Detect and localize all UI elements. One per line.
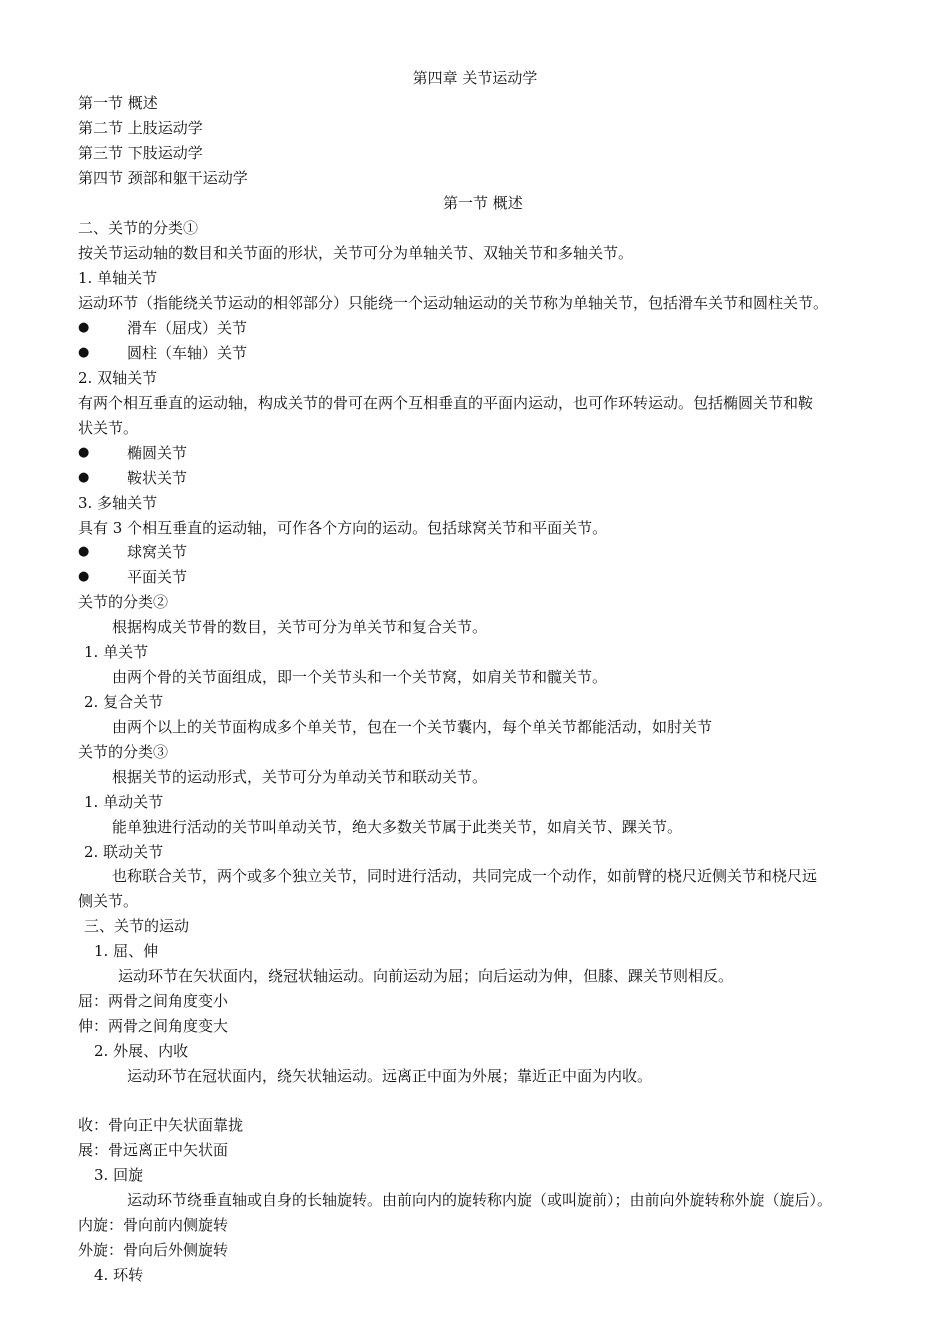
toc-item: 第一节 概述 bbox=[78, 94, 158, 112]
classification-2-heading: 关节的分类② bbox=[78, 593, 169, 611]
bullet-icon: ● bbox=[78, 470, 90, 485]
toc-item: 第四节 颈部和躯干运动学 bbox=[78, 169, 248, 187]
rotation-heading: 3. 回旋 bbox=[94, 1166, 144, 1184]
abduction-desc: 运动环节在冠状面内，绕矢状轴运动。远离正中面为外展；靠近正中面为内收。 bbox=[127, 1067, 653, 1085]
movements-heading: 三、关节的运动 bbox=[84, 917, 190, 935]
bullet-icon: ● bbox=[78, 445, 90, 460]
list-item: 鞍状关节 bbox=[127, 469, 188, 487]
extension-def: 伸：两骨之间角度变大 bbox=[78, 1017, 229, 1035]
compound-joint-heading: 2. 复合关节 bbox=[84, 693, 164, 711]
chapter-title: 第四章 关节运动学 bbox=[412, 69, 538, 87]
single-joint-desc: 能单独进行活动的关节叫单动关节，绝大多数关节属于此类关节，如肩关节、踝关节。 bbox=[112, 818, 683, 836]
section-title: 第一节 概述 bbox=[443, 194, 523, 212]
abduction-def: 展：骨远离正中矢状面 bbox=[78, 1141, 229, 1159]
list-item: 球窝关节 bbox=[127, 543, 188, 561]
classification-3-intro: 根据关节的运动形式，关节可分为单动关节和联动关节。 bbox=[112, 768, 488, 786]
toc-item: 第二节 上肢运动学 bbox=[78, 119, 203, 137]
classification-2-intro: 根据构成关节骨的数目，关节可分为单关节和复合关节。 bbox=[112, 618, 488, 636]
multiaxial-heading: 3. 多轴关节 bbox=[78, 494, 158, 512]
circumduction-heading: 4. 环转 bbox=[94, 1266, 144, 1284]
biaxial-desc-cont: 状关节。 bbox=[78, 419, 139, 437]
flexion-def: 屈：两骨之间角度变小 bbox=[78, 992, 229, 1010]
bullet-icon: ● bbox=[78, 544, 90, 559]
linked-joint-heading: 2. 联动关节 bbox=[84, 843, 164, 861]
rotation-desc: 运动环节绕垂直轴或自身的长轴旋转。由前向内的旋转称内旋（或叫旋前）；由前向外旋转称外旋（旋后）。 bbox=[127, 1191, 833, 1209]
toc-item: 第三节 下肢运动学 bbox=[78, 144, 203, 162]
single-joint-heading: 1. 单动关节 bbox=[84, 793, 164, 811]
classification-1-heading: 二、关节的分类① bbox=[78, 219, 199, 237]
bullet-icon: ● bbox=[78, 345, 90, 360]
simple-joint-desc: 由两个骨的关节面组成，即一个关节头和一个关节窝，如肩关节和髋关节。 bbox=[112, 668, 608, 686]
linked-joint-desc: 也称联合关节，两个或多个独立关节，同时进行活动，共同完成一个动作，如前臂的桡尺近侧关节和桡尺远 bbox=[112, 867, 818, 885]
bullet-icon: ● bbox=[78, 320, 90, 335]
uniaxial-desc: 运动环节（指能绕关节运动的相邻部分）只能绕一个运动轴运动的关节称为单轴关节，包括滑车关节和圆柱关节。 bbox=[78, 294, 829, 312]
list-item: 圆柱（车轴）关节 bbox=[127, 344, 248, 362]
biaxial-heading: 2. 双轴关节 bbox=[78, 369, 158, 387]
list-item: 椭圆关节 bbox=[127, 444, 188, 462]
compound-joint-desc: 由两个以上的关节面构成多个单关节，包在一个关节囊内，每个单关节都能活动，如肘关节 bbox=[112, 718, 713, 736]
external-rotation-def: 外旋：骨向后外侧旋转 bbox=[78, 1241, 229, 1259]
linked-joint-desc-cont: 侧关节。 bbox=[78, 892, 139, 910]
classification-3-heading: 关节的分类③ bbox=[78, 743, 169, 761]
internal-rotation-def: 内旋：骨向前内侧旋转 bbox=[78, 1216, 229, 1234]
classification-1-intro: 按关节运动轴的数目和关节面的形状，关节可分为单轴关节、双轴关节和多轴关节。 bbox=[78, 244, 634, 262]
adduction-def: 收：骨向正中矢状面靠拢 bbox=[78, 1116, 244, 1134]
flexion-desc: 运动环节在矢状面内，绕冠状轴运动。向前运动为屈；向后运动为伸，但膝、踝关节则相反。 bbox=[118, 967, 734, 985]
biaxial-desc: 有两个相互垂直的运动轴，构成关节的骨可在两个互相垂直的平面内运动，也可作环转运动。包括椭圆关节和鞍 bbox=[78, 394, 814, 412]
abduction-heading: 2. 外展、内收 bbox=[94, 1042, 189, 1060]
flexion-heading: 1. 屈、伸 bbox=[94, 942, 159, 960]
list-item: 平面关节 bbox=[127, 568, 188, 586]
uniaxial-heading: 1. 单轴关节 bbox=[78, 269, 158, 287]
simple-joint-heading: 1. 单关节 bbox=[84, 643, 149, 661]
list-item: 滑车（屈戌）关节 bbox=[127, 319, 248, 337]
multiaxial-desc: 具有 3 个相互垂直的运动轴，可作各个方向的运动。包括球窝关节和平面关节。 bbox=[78, 519, 608, 537]
bullet-icon: ● bbox=[78, 569, 90, 584]
